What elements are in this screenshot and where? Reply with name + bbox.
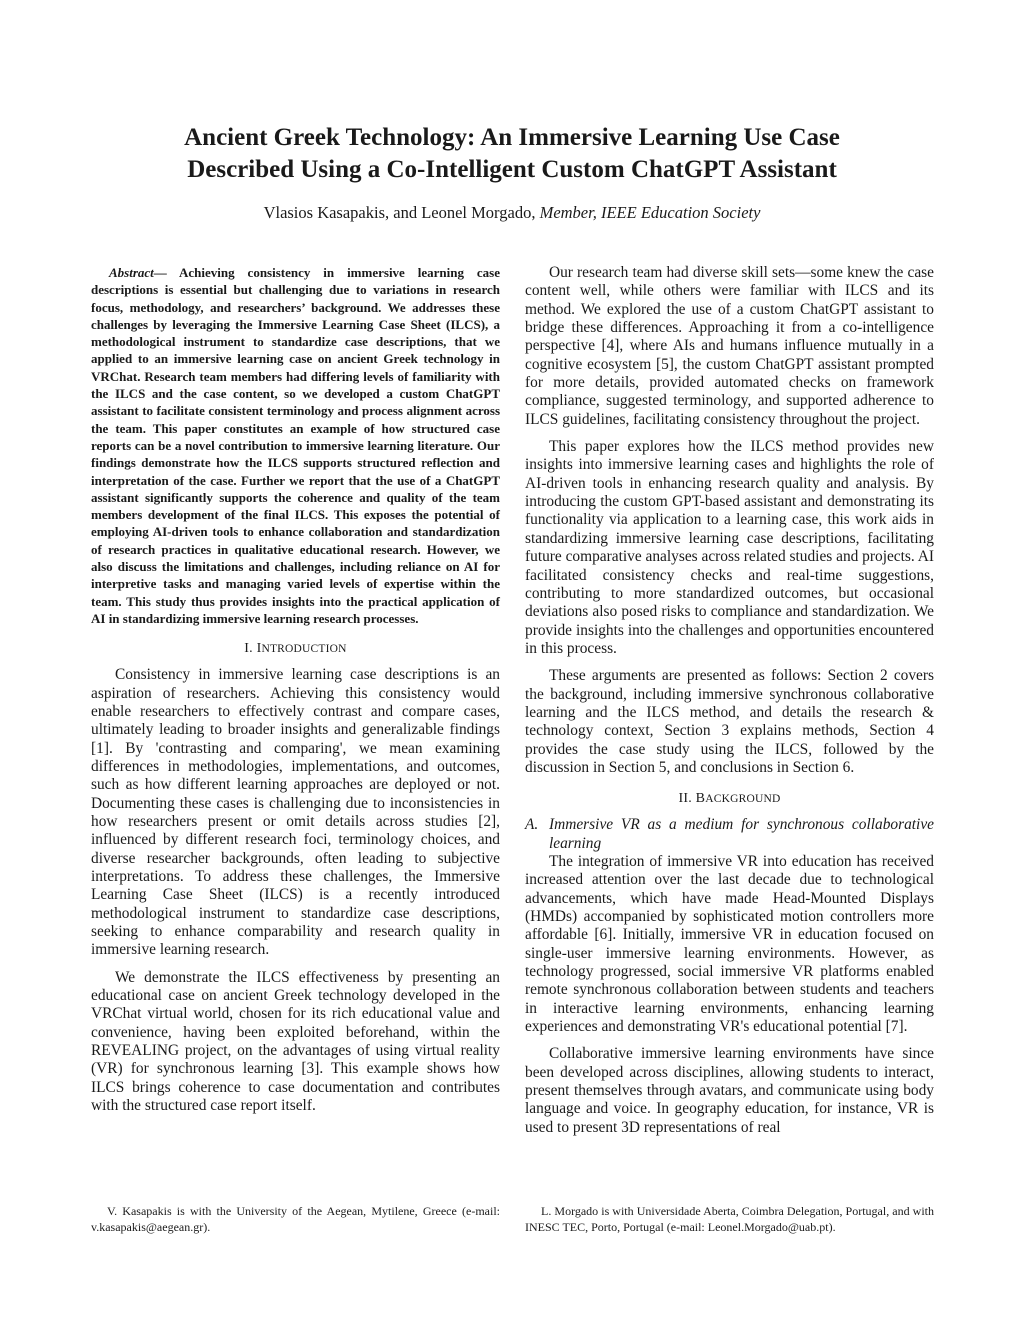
- title-line-1: Ancient Greek Technology: An Immersive Learning Use Case: [184, 124, 840, 151]
- intro-paragraph-3: Our research team had diverse skill sets—some knew the case content well, while others were familiar with ILCS and its method. We explored the use of a custom ChatGPT assistant to bridge these differences. Approaching it from a co-intelligence perspective [4], where AIs and humans influence mutually in a cognitive ecosystem [5], the custom ChatGPT assistant prompted for more details, provided automated checks on framework compliance, suggested terminology, and supported adherence to ILCS guidelines, facilitating consistency throughout the project.: [525, 264, 934, 428]
- section-heading-background: [525, 790, 934, 808]
- background-paragraph-1: The integration of immersive VR into education has received increased attention over the last decade due to technological advancements, which have made Head-Mounted Displays (HMDs) accompanied by sophisticated motion controllers more affordable [6]. Initially, immersive VR in education focused on single-user immersive learning environments. However, as technology progressed, social immersive VR platforms enabled remote synchronous collaboration between students and teachers in interactive learning environments, enhancing learning experiences and demonstrating VR's educational potential [7].: [525, 852, 934, 1036]
- section-number: I.: [244, 641, 257, 657]
- title-line-2: Described Using a Co-Intelligent Custom ChatGPT Assistant: [187, 156, 837, 183]
- intro-paragraph-2: We demonstrate the ILCS effectiveness by presenting an educational case on ancient Greek technology developed in the VRChat virtual world, chosen for its rich educational value and convenience, having been exploited beforehand, within the REVEALING project, on the advantages of using virtual reality (VR) for synchronous learning [3]. This example shows how ILCS brings coherence to case documentation and contributes with the structured case report itself.: [91, 968, 500, 1115]
- footnote-left: V. Kasapakis is with the University of the Aegean, Mytilene, Greece (e-mail: v.kasapakis@aegean.gr).: [91, 1204, 500, 1234]
- author-names: Vlasios Kasapakis, and Leonel Morgado,: [263, 203, 540, 222]
- section-title-rest: ACKGROUND: [705, 793, 781, 806]
- intro-paragraph-5: These arguments are presented as follows: Section 2 covers the background, including immersive synchronous collaborative learning and the ILCS method, and details the research & technology context, Section 3 explains methods, Section 4 provides the case study using the ILCS, followed by the discussion in Section 5, and conclusions in Section 6.: [525, 667, 934, 776]
- section-heading-introduction: [91, 640, 500, 658]
- section-number: II.: [678, 791, 696, 807]
- intro-paragraph-1: Consistency in immersive learning case descriptions is an aspiration of researchers. Achieving this consistency would enable researchers to effectively contrast and compare cases, ultimately leading to broader insights and generalizable findings [1]. By 'contrasting and comparing', we mean examining differences in methodologies, implementations, and outcomes, such as how different learning approaches are deployed or not. Documenting these cases is challenging due to inconsistencies in how researchers present or omit details across studies [2], influenced by different research foci, terminology choices, and diverse researcher backgrounds, often leading to subjective interpretations. To address these challenges, the Immersive Learning Case Sheet (ILCS) is a recently introduced methodological instrument to standardize case descriptions, seeking to enhance comparability and research quality in immersive learning research.: [91, 666, 500, 959]
- abstract-lead: Abstract: [109, 265, 154, 280]
- subsection-label: A.: [525, 816, 539, 834]
- section-title-rest: NTRODUCTION: [261, 643, 347, 656]
- abstract: [91, 264, 500, 627]
- left-column: [91, 264, 500, 1124]
- subsection-title: Immersive VR as a medium for synchronous collaborative learning: [549, 816, 934, 852]
- section-initial: I: [256, 641, 262, 657]
- section-initial: B: [695, 791, 706, 807]
- right-column: [525, 264, 934, 1146]
- author-affiliation: Member, IEEE Education Society: [539, 203, 761, 222]
- intro-paragraph-4: This paper explores how the ILCS method provides new insights into immersive learning cases and highlights the role of AI-driven tools in enhancing research quality and analysis. By introducing the custom GPT-based assistant and demonstrating its functionality via application to a learning case, this work aids in standardizing immersive learning case descriptions, facilitating future comparative analyses across related studies and projects. AI facilitated consistency checks and real-time suggestions, contributing to more standardized outcomes, but occasional deviations also posed risks to compliance and standardization. We provide insights into the challenges and opportunities encountered in this process.: [525, 438, 934, 657]
- abstract-text: Achieving consistency in immersive learning case descriptions is essential but challenging due to variations in research focus, methodology, and researchers’ background. We addresses these challenges by leveraging the Immersive Learning Case Sheet (ILCS), a methodological instrument to standardize case descriptions, that we applied to an immersive learning case on ancient Greek technology in VRChat. Research team members had differing levels of familiarity with the ILCS and the case content, so we developed a custom ChatGPT assistant to facilitate consistent terminology and process alignment across the team. This paper constitutes an example of how structured case reports can be a novel contribution to immersive learning literature. Our findings demonstrate how the ILCS supports structured reflection and interpretation of the case. Further we report that the use of a ChatGPT assistant significantly supports the coherence and quality of the team members development of the final ILCS. This exposes the potential of employing AI-driven tools to enhance collaboration and standardization of research practices in qualitative educational research. However, we also discuss the limitations and challenges, including reliance on AI for interpretive tasks and managing varied levels of expertise within the team. This study thus provides insights into the practical application of AI in standardizing immersive learning research processes.: [91, 265, 500, 626]
- abstract-dash: —: [153, 265, 180, 280]
- author-line: [60, 202, 964, 224]
- background-paragraph-2: Collaborative immersive learning environments have since been developed across disciplines, allowing students to interact, present themselves through avatars, and communicate using body language and voice. In geography education, for instance, VR is used to present 3D representations of real: [525, 1045, 934, 1136]
- subsection-heading: [525, 816, 934, 853]
- footnote-right: L. Morgado is with Universidade Aberta, Coimbra Delegation, Portugal, and with INESC TEC, Porto, Portugal (e-mail: Leonel.Morgado@uab.pt).: [525, 1204, 934, 1234]
- paper-title: [60, 122, 964, 186]
